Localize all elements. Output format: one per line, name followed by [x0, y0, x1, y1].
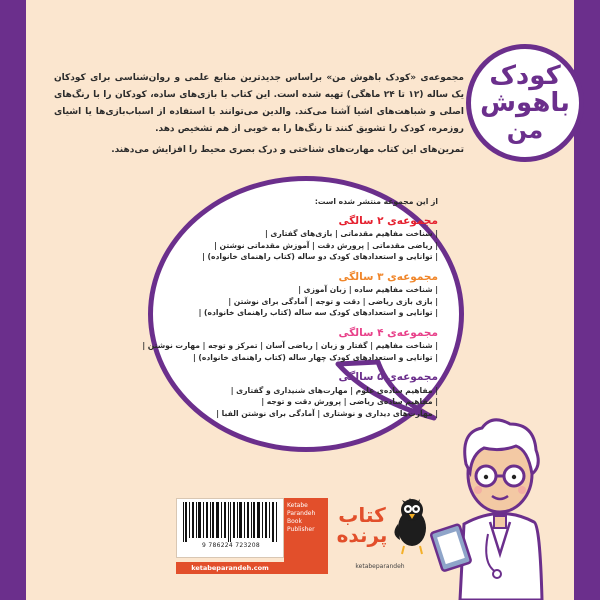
- website-label[interactable]: ketabeparandeh.com: [176, 562, 284, 574]
- publisher-line: Book: [287, 518, 302, 525]
- barcode: [176, 498, 284, 558]
- series-group-line: | بازی بازی ریاضی | دقت و توجه | آمادگی برای نوشتن |: [228, 296, 438, 306]
- intro-text: [54, 70, 464, 159]
- series-group-line: | توانایی و استعدادهای کودک سه ساله (کتاب راهنمای خانواده) |: [198, 308, 438, 317]
- series-group-line: | توانایی و استعدادهای کودک دو ساله (کتاب راهنمای خانواده) |: [202, 252, 438, 261]
- series-intro: از این مجموعه منتشر شده است:: [314, 197, 438, 206]
- bird-mascot-icon: [392, 494, 432, 556]
- logo-line-1: کودک: [489, 61, 561, 92]
- series-group-line: | ریاضی مقدماتی | پرورش دقت | آموزش مقدماتی نوشتن |: [214, 240, 438, 250]
- grandma-doctor-illustration-icon: [430, 404, 570, 600]
- series-group-4: [142, 326, 438, 364]
- logo-line-2: باهوش: [480, 88, 570, 119]
- publisher-name-box: [284, 498, 328, 574]
- intro-paragraph-1: مجموعه‌ی «کودک باهوش من» براساس جدیدترین منابع علمی و روان‌شناسی برای کودکان یک ساله (۱۲ تا ۲۴ ماهگی) تهیه شده است. این کتاب با بازی‌های ساده، کودکان را با رنگ‌های اصلی و شباهت‌های اشیا آشنا می‌کند. والدین می‌توانند با استفاده از اسباب‌بازی‌ها یا اشیای روزمره، کودک را تشویق کنند تا رنگ‌ها را به خوبی از هم تشخیص دهد.: [54, 73, 465, 134]
- series-group-2: [176, 216, 438, 263]
- left-border: [0, 0, 26, 600]
- series-group-line: | شناخت مفاهیم | گفتار و زبان | ریاضی آسان | تمرکز و توجه | مهارت نوشتن |: [142, 341, 438, 350]
- social-handle[interactable]: ketabeparandeh: [355, 563, 405, 570]
- series-group-title: مجموعه‌ی ۲ سالگی: [338, 214, 438, 227]
- publisher-line: Publisher: [287, 526, 315, 533]
- series-logo-badge: [466, 44, 584, 162]
- publisher-logo-text: کتاب پرنده: [336, 503, 388, 547]
- series-group-line: | مهارت‌های دیداری و نوشتاری | آمادگی برای نوشتن الفبا |: [216, 408, 438, 418]
- logo-line-3: من: [506, 115, 544, 144]
- series-group-title: مجموعه‌ی ۳ سالگی: [338, 270, 438, 283]
- barcode-digits: 9 786224 723208: [202, 542, 260, 549]
- series-group-line: | شناخت مفاهیم ساده | زبان آموزی |: [298, 285, 438, 294]
- series-group-title: مجموعه‌ی ۴ سالگی: [338, 326, 438, 339]
- barcode-icon: [181, 502, 281, 542]
- publisher-line: Ketabe: [287, 502, 308, 509]
- intro-paragraph-2: تمرین‌های این کتاب مهارت‌های شناختی و درک بصری محیط را افزایش می‌دهند.: [111, 145, 464, 155]
- series-group-line: | مفاهیم ساده‌ی ریاضی | پرورش دقت و توجه |: [261, 397, 438, 406]
- series-group-5: [176, 372, 438, 419]
- series-list: [142, 196, 438, 428]
- publisher-line: Parandeh: [287, 510, 316, 517]
- series-group-title: مجموعه‌ی ۵ سالگی: [338, 371, 438, 383]
- series-group-line: | مفاهیم ساده‌ی علوم | مهارت‌های شنیداری و گفتاری |: [230, 385, 438, 395]
- series-group-3: [176, 272, 438, 319]
- series-group-line: | توانایی و استعدادهای کودک چهار ساله (کتاب راهنمای خانواده) |: [192, 352, 438, 362]
- series-group-line: | شناخت مفاهیم مقدماتی | بازی‌های گفتاری |: [264, 229, 438, 238]
